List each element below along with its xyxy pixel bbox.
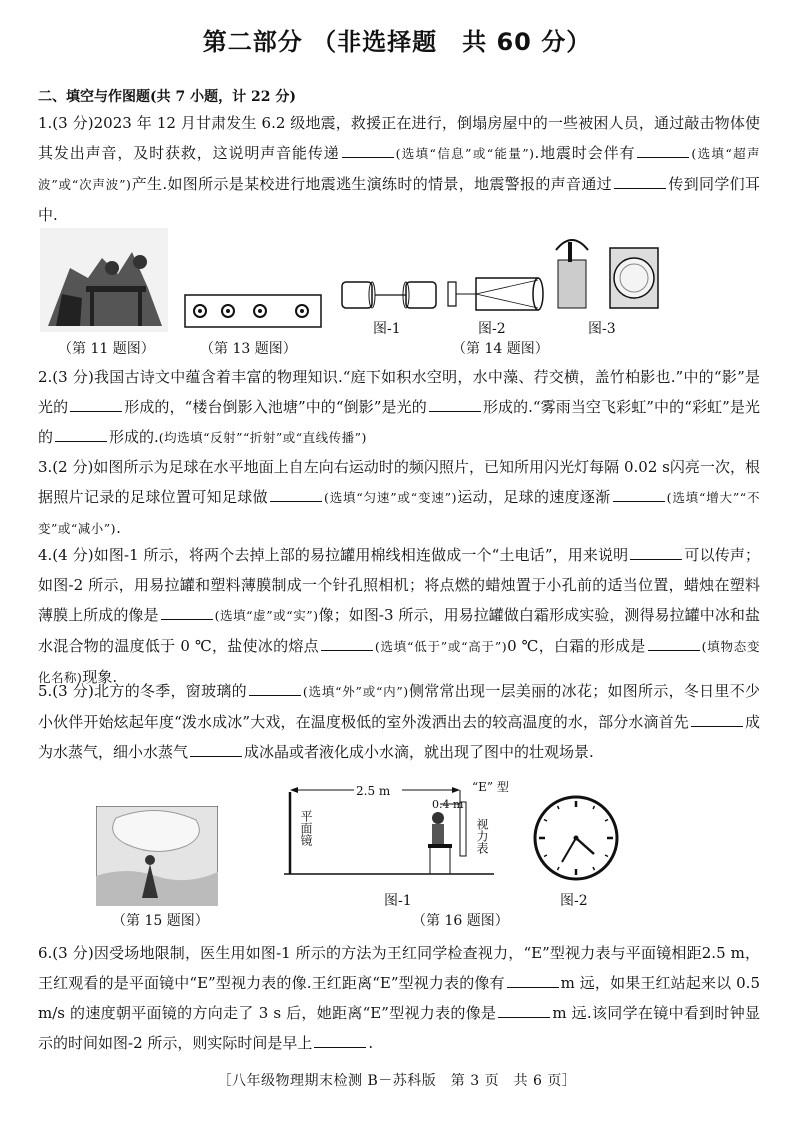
q4-text-1: 4.(4 分)如图-1 所示，将两个去掉上部的易拉罐用棉线相连做成一个“土电话”，用来说明 — [38, 546, 629, 564]
q5-text-4: 成冰晶或者液化成小水滴，就出现了图中的壮观场景. — [244, 743, 594, 761]
q2-blank-2[interactable] — [429, 396, 481, 412]
distance-label-25m: 2.5 m — [356, 784, 391, 798]
clock-figure — [532, 794, 620, 882]
q2-hint-1: (均选填“反射”“折射”或“直线传播”) — [158, 430, 367, 445]
frost-can-figure — [554, 230, 664, 316]
q2-blank-1[interactable] — [70, 396, 122, 412]
question-4 — [38, 540, 760, 693]
q2-text-4: 形成的. — [109, 428, 159, 446]
q4-text-2: 可以传声；如图-2 所示，用易拉罐和塑料薄膜制成一个针孔照相机；将点燃的蜡烛置于小孔前的适当位置，蜡烛在塑料薄膜上所成的像是 — [38, 546, 760, 624]
caption-fig-16: （第 16 题图） — [412, 913, 509, 929]
caption-fig-14: （第 14 题图） — [452, 341, 549, 357]
caption-fig-16-2: 图-2 — [560, 893, 588, 909]
question-6 — [38, 938, 760, 1058]
section-heading: 二、填空与作图题(共 7 小题，计 22 分) — [38, 89, 296, 105]
q4-text-4: 0 ℃，白霜的形成是 — [507, 637, 646, 655]
question-5 — [38, 676, 760, 767]
q5-blank-1[interactable] — [249, 680, 301, 696]
q3-hint-2: (选填“增大”“不变”或“减小”) — [38, 490, 760, 536]
q1-blank-3[interactable] — [614, 173, 666, 189]
q5-blank-3[interactable] — [190, 741, 242, 757]
q2-text-1: 2.(3 分)我国古诗文中蕴含着丰富的物理知识.“庭下如积水空明，水中藻、荇交横，盖竹柏影也.”中的“影”是光的 — [38, 368, 760, 416]
distance-label-04m: 0.4 m — [432, 798, 464, 811]
q6-text-2: m 远，如果王红站起来以 0.5 m/s 的速度朝平面镜的方向走了 3 s 后，她距离“E”型视力表的像是 — [38, 974, 760, 1022]
water-to-ice-figure — [96, 806, 218, 906]
q4-text-5: 现象. — [82, 668, 118, 686]
page-footer: ［八年级物理期末检测 B－苏科版 第 3 页 共 6 页］ — [217, 1073, 577, 1089]
q4-hint-1: (选填“虚”或“实”) — [214, 608, 319, 623]
caption-fig-14-1: 图-1 — [373, 321, 401, 337]
page-title: 第二部分 （非选择题 共 60 分） — [202, 28, 592, 56]
soccer-strobe-figure — [184, 294, 322, 328]
q6-text-4: . — [368, 1034, 374, 1052]
caption-fig-11: （第 11 题图） — [58, 341, 155, 357]
q4-hint-2: (选填“低于”或“高于”) — [374, 639, 508, 654]
q5-hint-1: (选填“外”或“内”) — [302, 684, 409, 699]
q6-blank-1[interactable] — [507, 972, 559, 988]
q6-text-1: 6.(3 分)因受场地限制，医生用如图-1 所示的方法为王红同学检查视力，“E”型视力表与平面镜相距2.5 m，王红观看的是平面镜中“E”型视力表的像.王红距离“E”型视力表的像有 — [38, 944, 760, 992]
e-chart-label: “E” 型 — [472, 780, 509, 794]
q1-text-1: 1.(3 分)2023 年 12 月甘肃发生 6.2 级地震，救援正在进行，倒塌房屋中的一些被困人员，通过敲击物体使其发出声音，及时获救，这说明声音能传递 — [38, 114, 760, 162]
q6-text-3: m 远.该同学在镜中看到时钟显示的时间如图-2 所示，则实际时间是早上 — [38, 1004, 761, 1052]
pinhole-camera-figure — [446, 272, 546, 316]
caption-fig-15: （第 15 题图） — [112, 913, 209, 929]
question-1 — [38, 108, 760, 230]
q4-text-3: 像；如图-3 所示，用易拉罐做白霜形成实验，测得易拉罐中冰和盐水混合物的温度低于 0 ℃，盐使冰的熔点 — [38, 606, 760, 655]
q2-blank-3[interactable] — [55, 426, 107, 442]
question-3 — [38, 452, 760, 544]
q5-text-2: 侧常常出现一层美丽的冰花；如图所示，冬日里不少小伙伴开始炫起年度“泼水成冰”大戏，在温度极低的室外泼洒出去的较高温度的水，部分水滴首先 — [38, 682, 760, 731]
q4-blank-1[interactable] — [630, 544, 682, 560]
q1-text-3: 产生.如图所示是某校进行地震逃生演练时的情景，地震警报的声音通过 — [131, 175, 612, 193]
q1-blank-2[interactable] — [637, 142, 689, 158]
q1-text-2: .地震时会伴有 — [534, 144, 636, 162]
q1-hint-2: (选填“超声波”或“次声波”) — [38, 146, 760, 192]
q3-hint-1: (选填“匀速”或“变速”) — [323, 490, 457, 505]
string-telephone-figure — [340, 276, 440, 316]
q3-text-2: 运动，足球的速度逐渐 — [456, 488, 611, 506]
q3-blank-1[interactable] — [270, 486, 322, 502]
q4-blank-2[interactable] — [161, 604, 213, 620]
caption-fig-16-1: 图-1 — [384, 893, 412, 909]
q2-text-3: 形成的.“雾雨当空飞彩虹”中的“彩虹”是光的 — [38, 398, 760, 446]
eye-chart-vertical-label: 视力表 — [475, 818, 489, 854]
q3-text-1: 3.(2 分)如图所示为足球在水平地面上自左向右运动时的频闪照片，已知所用闪光灯每隔 0.02 s闪亮一次，根据照片记录的足球位置可知足球做 — [38, 458, 760, 506]
q5-text-1: 5.(3 分)北方的冬季，窗玻璃的 — [38, 682, 247, 700]
caption-fig-13: （第 13 题图） — [200, 341, 297, 357]
q3-text-3: . — [116, 519, 121, 537]
caption-fig-14-2: 图-2 — [478, 321, 506, 337]
question-2 — [38, 362, 760, 453]
q5-blank-2[interactable] — [691, 711, 743, 727]
q2-text-2: 形成的，“楼台倒影入池塘”中的“倒影”是光的 — [124, 398, 427, 416]
q4-hint-3: (填物态变化名称) — [38, 639, 760, 685]
q6-blank-3[interactable] — [314, 1032, 366, 1048]
q1-blank-1[interactable] — [342, 142, 394, 158]
q3-blank-2[interactable] — [613, 486, 665, 502]
q5-text-3: 成为水蒸气，细小水蒸气 — [38, 713, 760, 761]
earthquake-drill-figure — [40, 228, 168, 332]
caption-fig-14-3: 图-3 — [588, 321, 616, 337]
q1-hint-1: (选填“信息”或“能量”) — [395, 146, 535, 161]
q1-text-4: 传到同学们耳中. — [38, 175, 760, 224]
q4-blank-3[interactable] — [321, 635, 373, 651]
mirror-label: 平面镜 — [299, 810, 313, 846]
q6-blank-2[interactable] — [498, 1002, 550, 1018]
q4-blank-4[interactable] — [648, 635, 700, 651]
